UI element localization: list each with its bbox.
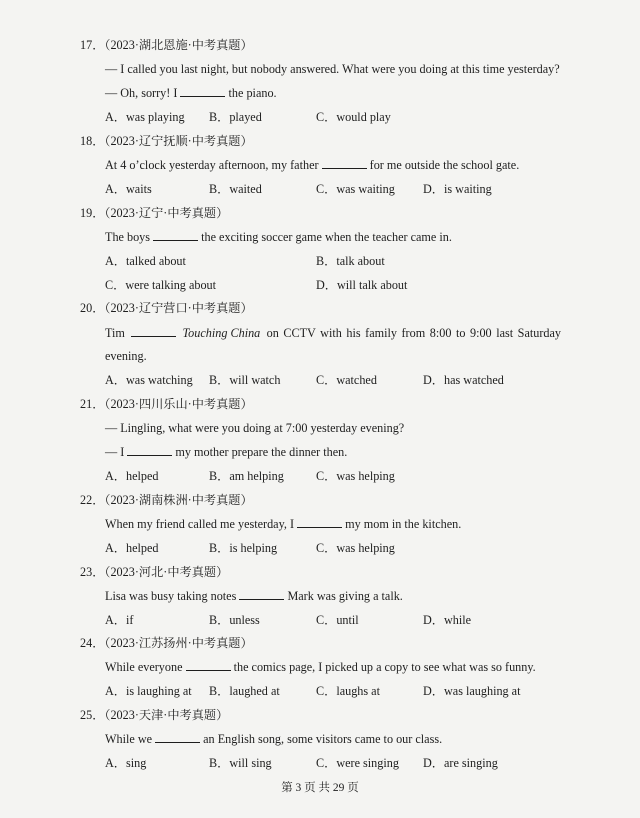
option-c: C．watched [316,373,377,387]
option-d: D．is waiting [423,182,492,196]
option-a: A．was watching [105,373,193,387]
option-b: B．laughed at [209,684,280,698]
answer-blank [153,230,198,241]
answer-blank [131,326,176,337]
option-d: D．are singing [423,756,498,770]
option-a: A．was playing [105,110,185,124]
question-header: 20．（2023·辽宁营口·中考真题） [80,301,253,315]
question-text: At 4 o’clock yesterday afternoon, my father for me outside the school gate. [105,158,520,172]
question-header: 17．（2023·湖北恩施·中考真题） [80,38,253,52]
question-text: — Lingling, what were you doing at 7:00 yesterday evening? [105,421,405,435]
option-d: D．was laughing at [423,684,521,698]
option-a: A．talked about [105,254,186,268]
question-text: evening. [105,349,147,363]
answer-blank [155,732,200,743]
option-c: C．would play [316,110,391,124]
answer-blank [297,517,342,528]
answer-blank [239,589,284,600]
question-header: 19．（2023·辽宁·中考真题） [80,206,229,220]
question-header: 23．（2023·河北·中考真题） [80,565,229,579]
question-header: 24．（2023·江苏扬州·中考真题） [80,636,253,650]
option-d: D．will talk about [316,278,408,292]
option-a: A．sing [105,756,147,770]
option-c: C．was helping [316,469,395,483]
option-b: B．unless [209,613,260,627]
answer-blank [322,158,367,169]
option-d: D．has watched [423,373,504,387]
option-b: B．talk about [316,254,385,268]
question-text: Lisa was busy taking notes Mark was giving a talk. [105,589,403,603]
question-text: While everyone the comics page, I picked up a copy to see what was so funny. [105,660,536,674]
option-a: A．helped [105,541,159,555]
question-text: The boys the exciting soccer game when the teacher came in. [105,230,452,244]
question-header: 18．（2023·辽宁抚顺·中考真题） [80,134,253,148]
option-c: C．was waiting [316,182,395,196]
option-b: B．am helping [209,469,284,483]
option-d: D．while [423,613,472,627]
option-b: B．will sing [209,756,272,770]
option-c: C．were singing [316,756,399,770]
option-c: C．was helping [316,541,395,555]
option-b: B．waited [209,182,262,196]
question-text: — I my mother prepare the dinner then. [105,445,348,459]
option-c: C．were talking about [105,278,217,292]
option-a: A．is laughing at [105,684,192,698]
question-text: While we an English song, some visitors came to our class. [105,732,443,746]
question-header: 25．（2023·天津·中考真题） [80,708,229,722]
option-a: A．if [105,613,134,627]
option-c: C．laughs at [316,684,380,698]
option-a: A．waits [105,182,152,196]
page-footer: 第 3 页 共 29 页 [281,782,359,794]
option-b: B．will watch [209,373,281,387]
question-text: When my friend called me yesterday, I my mom in the kitchen. [105,517,462,531]
option-b: B．is helping [209,541,278,555]
question-header: 22．（2023·湖南株洲·中考真题） [80,493,253,507]
question-text: — I called you last night, but nobody answered. What were you doing at this time yesterday? [105,62,560,76]
option-b: B．played [209,110,262,124]
answer-blank [180,86,225,97]
answer-blank [186,660,231,671]
question-header: 21．（2023·四川乐山·中考真题） [80,397,253,411]
option-c: C．until [316,613,359,627]
option-a: A．helped [105,469,159,483]
question-text: Tim Touching China on CCTV with his family from 8:00 to 9:00 last Saturday [105,326,561,340]
question-text: — Oh, sorry! I the piano. [105,86,277,100]
answer-blank [127,445,172,456]
